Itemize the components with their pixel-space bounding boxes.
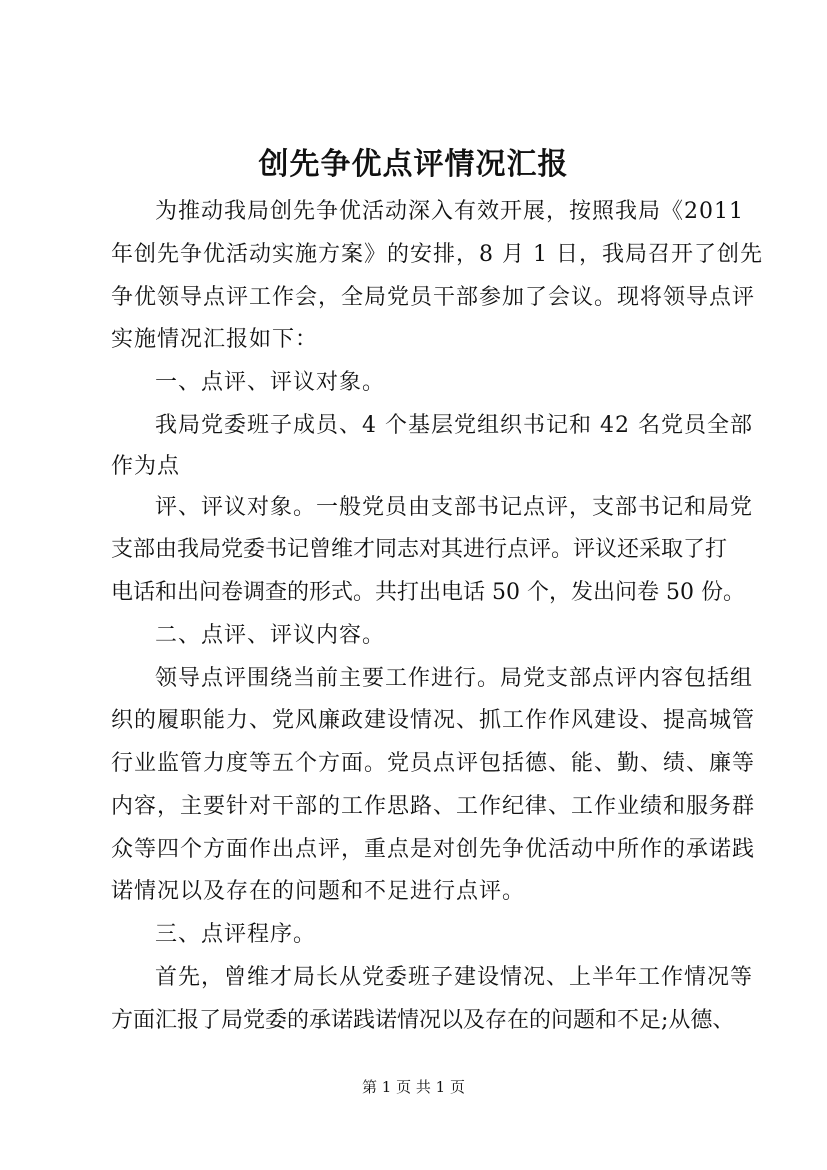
paragraph-line: 方面汇报了局党委的承诺践诺情况以及存在的问题和不足;从德、: [111, 1008, 735, 1033]
paragraph-line: 实施情况汇报如下：: [111, 327, 319, 352]
paragraph-line: 织的履职能力、党风廉政建设情况、抓工作作风建设、提高城管: [111, 708, 756, 733]
paragraph-line: 争优领导点评工作会，全局党员干部参加了会议。现将领导点评: [111, 285, 756, 310]
page-number: 第 1 页 共 1 页: [362, 1078, 465, 1096]
paragraph-line: 我局党委班子成员、4 个基层党组织书记和 42 名党员全部: [155, 413, 753, 438]
paragraph-line: 评、评议对象。一般党员由支部书记点评，支部书记和局党: [155, 495, 754, 520]
section-heading: 一、点评、评议对象。: [155, 370, 386, 395]
paragraph-line: 为推动我局创先争优活动深入有效开展，按照我局《2011: [155, 199, 744, 224]
document-title: 创先争优点评情况汇报: [258, 147, 569, 182]
paragraph-line: 众等四个方面作出点评，重点是对创先争优活动中所作的承诺践: [111, 837, 756, 862]
paragraph-line: 电话和出问卷调查的形式。共打出电话 50 个，发出问卷 50 份。: [111, 580, 745, 605]
paragraph-line: 行业监管力度等五个方面。党员点评包括德、能、勤、绩、廉等: [111, 751, 756, 776]
paragraph-line: 诺情况以及存在的问题和不足进行点评。: [111, 879, 526, 904]
paragraph-line: 年创先争优活动实施方案》的安排，8 月 1 日，我局召开了创先: [111, 242, 763, 267]
paragraph-line: 支部由我局党委书记曾维才同志对其进行点评。评议还采取了打: [111, 537, 728, 562]
section-heading: 二、点评、评议内容。: [155, 623, 386, 648]
paragraph-line: 首先，曾维才局长从党委班子建设情况、上半年工作情况等: [155, 965, 754, 990]
paragraph-line: 领导点评围绕当前主要工作进行。局党支部点评内容包括组: [155, 666, 754, 691]
section-heading: 三、点评程序。: [155, 922, 317, 947]
paragraph-line: 作为点: [111, 454, 181, 479]
paragraph-line: 内容，主要针对干部的工作思路、工作纪律、工作业绩和服务群: [111, 794, 756, 819]
